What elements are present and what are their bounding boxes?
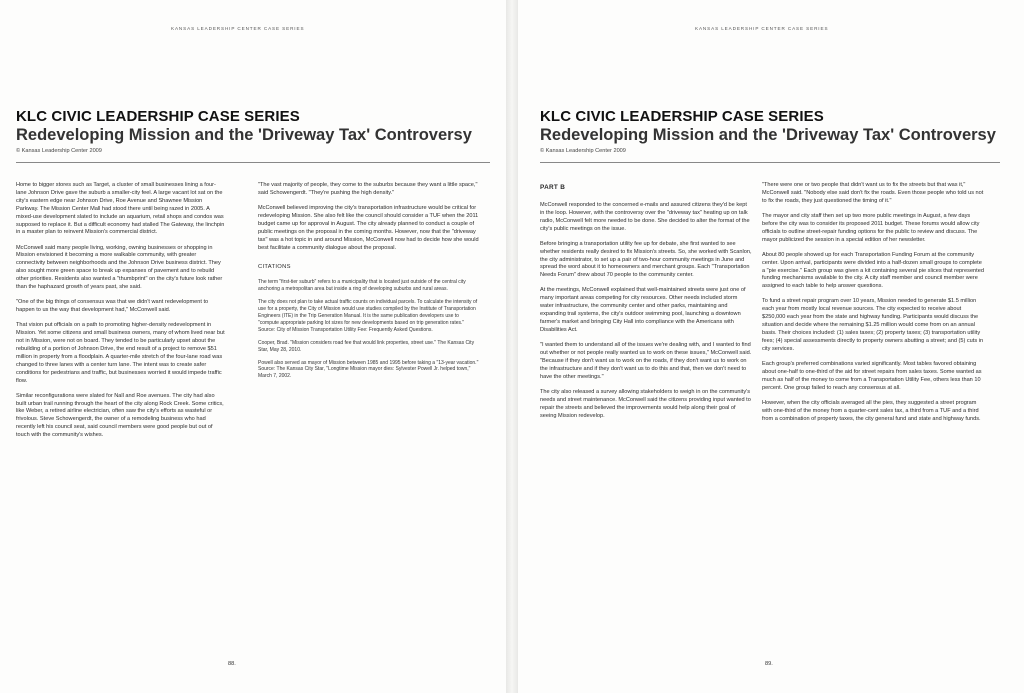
title-block (16, 108, 472, 154)
running-head: KANSAS LEADERSHIP CENTER CASE SERIES (695, 26, 829, 31)
title-block (540, 108, 996, 154)
citation: The term "first-tier suburb" refers to a municipality that is located just outside of the central city anchoring a metropolitan area but inside a ring of developing suburbs and rural areas. (258, 279, 466, 293)
left-column-2 (258, 182, 480, 386)
header-rule (540, 162, 1000, 163)
paragraph: That vision put officials on a path to promoting higher-density redevelopment in Mission. Yet some citizens and small business owners, many of whom lived near but not in Mission, were not on board. They tended to be particularly upset about the rebuilding of a portion of Johnson Drive, the end result of a project to remove $51 million in property from a floodplain. A quarter-mile stretch of the four-lane road was changed to three lanes with a center turn lane. The intent was to create safer conditions for pedestrians and traffic, but businesses worried it would impede traffic flow. (16, 322, 225, 384)
paragraph: The city also released a survey allowing stakeholders to weigh in on the community's needs and street maintenance. McConwell said the citizens providing input wanted to repair the streets and believed the improvements would help along their goal of seeing Mission redevelop. (540, 388, 751, 419)
part-label: PART B (540, 184, 566, 191)
paragraph: "I wanted them to understand all of the issues we're dealing with, and I wanted to find out whether or not people really wanted us to work on these issues," McConwell said. "Because if they don't want us to work on the roads, if they don't want us to work on the infrastructure and if they don't want us to do this and that, then we don't need to have the other meetings." (540, 342, 752, 380)
paragraph: McConwell said many people living, working, owning businesses or shopping in Mission envisioned it becoming a more walkable community, with greater connectivity between neighborhoods and the Johnson Drive business district. They also sought more green space to break up expanses of pavement and to rebuild other priorities. Residents also wanted a "thumbprint" on the city's future look rather than the haphazard growth of years past, she said. (16, 244, 223, 291)
paragraph: McConwell believed improving the city's transportation infrastructure would be critical for redeveloping Mission. She also felt like the council should consider a TUF when the 2011 budget came up for approval in August. The city already planned to conduct a couple of public meetings on the proposal in the coming months. However, now that the "driveway tax" was a hot topic in and around Mission, McConwell now had to decide how she would best facilitate a community dialogue about the proposal. (258, 205, 479, 251)
header-rule (16, 162, 490, 163)
citation: The city does not plan to take actual traffic counts on individual parcels. To calculate the intensity of use for a property, the City of Mission would use studies compiled by the Institute of Transportation Engineers (ITE) in the Trip Generation Manual. It is the same publication developers use to "compute appropriate parking lot sizes for new developments based on trip generation rates." Source: City of Mission Transportation Utility Fee: Frequently Asked Questions. (258, 299, 478, 333)
case-subtitle: Redeveloping Mission and the 'Driveway Tax' Controversy (540, 126, 996, 144)
copyright-line: © Kansas Leadership Center 2009 (540, 148, 626, 154)
page-number: 88. (228, 661, 236, 667)
right-page (518, 0, 1024, 693)
copyright-line: © Kansas Leadership Center 2009 (16, 148, 102, 154)
case-subtitle: Redeveloping Mission and the 'Driveway Tax' Controversy (16, 126, 472, 144)
paragraph: Each group's preferred combinations varied significantly. Most tables favored obtaining about one-half to one-third of the aid for street repairs from sales taxes. Some wanted as much as half of the money to come from a Transportation Utility Fee, others less than 10 percent. One group failed to reach any consensus at all. (762, 360, 982, 391)
paragraph: "One of the big things of consensus was that we didn't want redevelopment to happen to us the way that development had," McConwell said. (16, 299, 209, 314)
right-column-2 (762, 182, 984, 431)
citation: Cooper, Brad. "Mission considers road fee that would link properties, street use." The Kansas City Star, May 28, 2010. (258, 339, 475, 353)
right-column-1 (540, 182, 752, 428)
paragraph: However, when the city officials averaged all the pies, they suggested a street program with one-third of the money from a quarter-cent sales tax, a third from a TUF and a third from a combination of property taxes, the city general fund and state and highway funds. (762, 399, 981, 422)
paragraph: Before bringing a transportation utility fee up for debate, she first wanted to see whether residents really desired to fix Mission's streets. So, she worked with Scanlon, the city administrator, to set up a pair of two-hour community meetings in June and spread the word about it to homeowners and merchant groups. Each "Transportation Needs Forum" drew about 70 people to the community center. (540, 240, 752, 279)
paragraph: Similar reconfigurations were slated for Nall and Roe avenues. The city had also built urban trail running through the heart of the city along Rock Creek. Some critics, like Weber, a retired airline electrician, often saw the city's efforts as wasteful or frivolous. Steve Schowengerdt, the owner of a remodeling business who had recently left his council seat, said council members were good people but out of touch with the community's wishes. (16, 392, 224, 439)
running-head: KANSAS LEADERSHIP CENTER CASE SERIES (171, 26, 305, 31)
paragraph: At the meetings, McConwell explained that well-maintained streets were just one of many important areas competing for city resources. Other needs included storm water infrastructure, the community center and other parks, maintaining and expanding trail systems, the city's outdoor swimming pool, launching a downtown farmer's market and bringing City Hall into compliance with the Americans with Disabilities Act. (540, 287, 746, 333)
paragraph: To fund a street repair program over 10 years, Mission needed to generate $1.5 million each year from mostly local revenue sources. The city expected to receive about $250,000 each year from the state and highway funding. Participants would discuss the situation and decide where the remaining $1.25 million would come from on an annual basis. Their choices included: (1) sales taxes; (2) property taxes; (3) transportation utility fees; (4) special assessments directly to property owners abutting a street; and (5) cuts in city services. (762, 298, 984, 352)
citation: Powell also served as mayor of Mission between 1985 and 1995 before taking a "13-year vacation." Source: The Kansas City Star, "Longtime Mission mayor dies: Sylvester Powell Jr. helped town," March 7, 2002. (258, 359, 479, 380)
paragraph: "There were one or two people that didn't want us to fix the streets but that was it," McConwell said. "Nobody else said don't fix the roads. Even those people who told us not to fix the roads, they just questioned the timing of it." (762, 182, 984, 204)
paragraph: Home to bigger stores such as Target, a cluster of small businesses lining a four-lane Johnson Drive gave the suburb a smaller-city feel. A large vacant lot sat on the city's eastern edge near Johnson Drive, Roe Avenue and Shawnee Mission Parkway. The Mission Center Mall had stood there until being razed in 2005. A mixed-use development slated to include an aquarium, retail shops and condos was supposed to replace it. But a difficult economy had stalled The Gateway, the linchpin in a master plan to reinvent Mission's commercial district. (16, 182, 225, 236)
book-gutter (506, 0, 518, 693)
left-column-1 (16, 182, 226, 447)
citations-heading: CITATIONS (258, 264, 291, 271)
left-page (0, 0, 506, 693)
paragraph: "The vast majority of people, they come to the suburbs because they want a little space," said Schowengerdt. "They're pushing the high density." (258, 182, 478, 196)
paragraph: About 80 people showed up for each Transportation Funding Forum at the community center. Upon arrival, participants were divided into a half-dozen small groups to complete a "pie exercise." Each group was given a kit containing several pie slices that represented funding mechanisms available to the city. A city staff member and council member were assigned to each table to help answer questions. (762, 251, 984, 290)
series-title: KLC CIVIC LEADERSHIP CASE SERIES (540, 108, 824, 125)
paragraph: The mayor and city staff then set up two more public meetings in August, a few days before the city was to consider its proposed 2011 budget. These forums would allow city officials to outline street-repair funding options for the public to review and discuss. The mayor publicized the session in a special edition of her newsletter. (762, 212, 980, 243)
page-number: 89. (765, 661, 773, 667)
series-title: KLC CIVIC LEADERSHIP CASE SERIES (16, 108, 300, 125)
paragraph: McConwell responded to the concerned e-mails and assured citizens they'd be kept in the loop. However, with the controversy over the "driveway tax" heating up on talk radio, McConwell felt more needed to be done. She decided to alter the format of the city's public meetings on the issue. (540, 201, 750, 232)
